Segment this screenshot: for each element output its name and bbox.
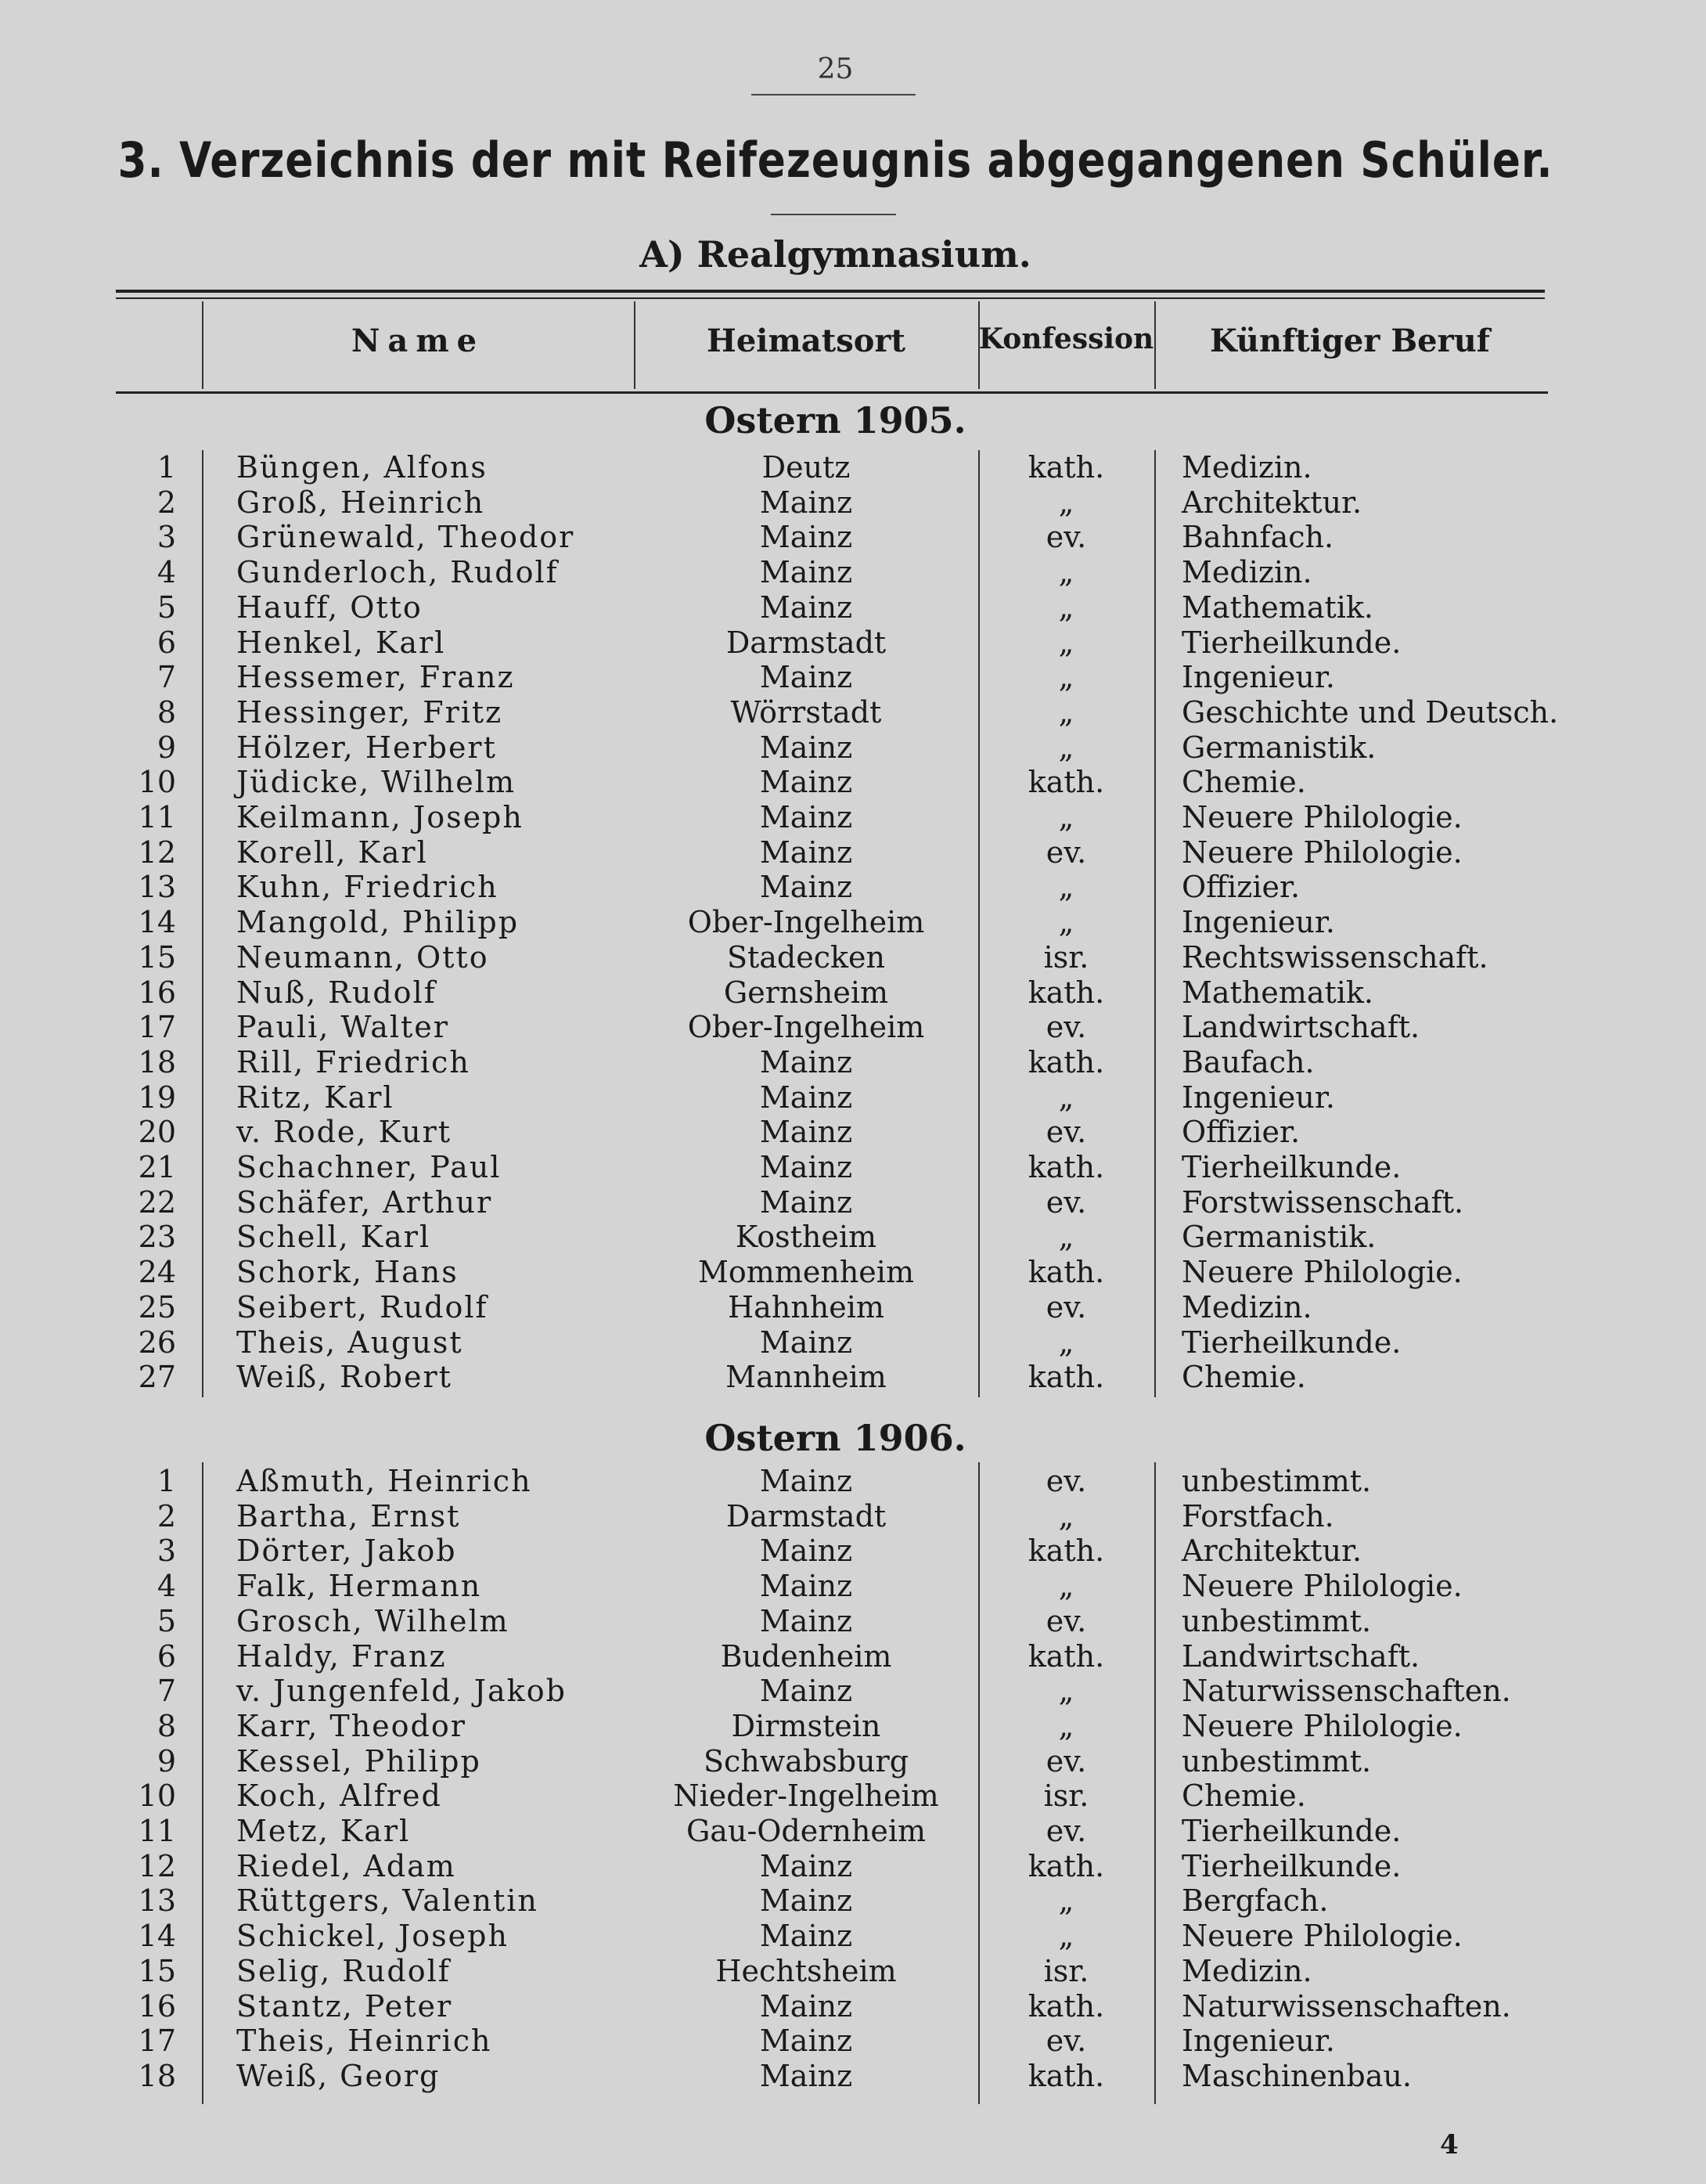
row-number: 2 — [157, 485, 176, 520]
table-row — [0, 450, 1706, 485]
hometown: Mainz — [759, 2058, 853, 2093]
header-name: Name — [351, 323, 485, 359]
confession: ev. — [1046, 1184, 1087, 1220]
future-profession: Neuere Philologie. — [1182, 800, 1463, 834]
future-profession: Forstwissenschaft. — [1182, 1184, 1464, 1220]
future-profession: Naturwissenschaften. — [1182, 1674, 1511, 1709]
table-row — [0, 1744, 1706, 1779]
student-name: Schork, Hans — [236, 1255, 459, 1290]
future-profession: Chemie. — [1182, 1360, 1306, 1395]
student-name: Korell, Karl — [236, 834, 428, 870]
confession: „ — [1058, 1708, 1074, 1743]
hometown: Gernsheim — [723, 975, 889, 1010]
confession: ev. — [1046, 834, 1087, 870]
row-number: 18 — [138, 2058, 176, 2093]
future-profession: Architektur. — [1182, 1533, 1362, 1569]
student-name: Hauff, Otto — [236, 589, 423, 625]
table-row — [0, 1360, 1706, 1395]
confession: „ — [1058, 589, 1074, 625]
row-number: 5 — [157, 589, 176, 625]
student-name: Pauli, Walter — [236, 1010, 449, 1045]
confession: „ — [1058, 1569, 1074, 1604]
student-name: Rill, Friedrich — [236, 1044, 470, 1079]
row-number: 19 — [138, 1079, 176, 1115]
future-profession: Ingenieur. — [1182, 1079, 1335, 1115]
future-profession: Medizin. — [1182, 1289, 1312, 1324]
hometown: Mainz — [759, 1184, 853, 1220]
table-row — [0, 1814, 1706, 1849]
future-profession: Ingenieur. — [1182, 2024, 1335, 2059]
row-number: 10 — [138, 1779, 176, 1814]
table-row — [0, 1325, 1706, 1360]
student-name: Metz, Karl — [236, 1814, 411, 1848]
table-row — [0, 1499, 1706, 1534]
confession: „ — [1058, 555, 1074, 590]
hometown: Mainz — [759, 1848, 853, 1883]
confession: ev. — [1046, 520, 1087, 555]
student-name: v. Jungenfeld, Jakob — [236, 1674, 567, 1709]
student-name: Neumann, Otto — [236, 939, 489, 975]
row-number: 6 — [157, 1638, 176, 1674]
student-name: Kessel, Philipp — [236, 1743, 481, 1779]
future-profession: Neuere Philologie. — [1182, 1569, 1463, 1604]
table-top-rule — [116, 290, 1545, 293]
row-number: 17 — [138, 2024, 176, 2059]
student-name: Weiß, Robert — [236, 1360, 452, 1395]
table-row — [0, 765, 1706, 800]
table-row — [0, 1639, 1706, 1674]
table-row — [0, 1954, 1706, 1989]
confession: kath. — [1028, 1638, 1105, 1674]
title-rule — [771, 214, 896, 215]
hometown: Mainz — [759, 1569, 853, 1604]
future-profession: Chemie. — [1182, 765, 1306, 800]
hometown: Dirmstein — [731, 1708, 881, 1743]
hometown: Mainz — [759, 1883, 853, 1919]
future-profession: Neuere Philologie. — [1182, 1708, 1463, 1743]
student-name: Mangold, Philipp — [236, 905, 520, 940]
table-row — [0, 1604, 1706, 1639]
confession: „ — [1058, 1674, 1074, 1709]
row-number: 9 — [157, 1743, 176, 1779]
hometown: Mainz — [759, 520, 853, 555]
table-row — [0, 1709, 1706, 1744]
future-profession: Medizin. — [1182, 555, 1312, 590]
confession: „ — [1058, 870, 1074, 905]
future-profession: Naturwissenschaften. — [1182, 1988, 1511, 2024]
table-row — [0, 590, 1706, 625]
hometown: Mainz — [759, 1603, 853, 1638]
confession: isr. — [1043, 939, 1089, 975]
confession: ev. — [1046, 1814, 1087, 1848]
table-row — [0, 800, 1706, 835]
student-name: Rüttgers, Valentin — [236, 1883, 538, 1919]
row-number: 1 — [157, 450, 176, 485]
row-number: 27 — [138, 1360, 176, 1395]
confession: „ — [1058, 660, 1074, 695]
student-name: Grosch, Wilhelm — [236, 1603, 509, 1638]
hometown: Mainz — [759, 1533, 853, 1569]
hometown: Mainz — [759, 1044, 853, 1079]
row-number: 14 — [138, 1919, 176, 1954]
row-number: 8 — [157, 694, 176, 730]
row-number: 18 — [138, 1044, 176, 1079]
future-profession: Tierheilkunde. — [1182, 1150, 1402, 1184]
confession: ev. — [1046, 1289, 1087, 1324]
future-profession: Baufach. — [1182, 1044, 1315, 1079]
section-heading: Ostern 1905. — [704, 399, 966, 441]
future-profession: Maschinenbau. — [1182, 2058, 1412, 2093]
row-number: 24 — [138, 1255, 176, 1290]
confession: kath. — [1028, 450, 1105, 485]
confession: „ — [1058, 485, 1074, 520]
confession: ev. — [1046, 1603, 1087, 1638]
student-name: Selig, Rudolf — [236, 1953, 451, 1988]
hometown: Mainz — [759, 765, 853, 800]
row-number: 10 — [138, 765, 176, 800]
table-row — [0, 1185, 1706, 1220]
row-number: 8 — [157, 1708, 176, 1743]
confession: kath. — [1028, 1255, 1105, 1290]
row-number: 11 — [138, 1814, 176, 1848]
hometown: Mainz — [759, 1464, 853, 1498]
future-profession: Germanistik. — [1182, 1220, 1377, 1255]
confession: kath. — [1028, 1848, 1105, 1883]
table-row — [0, 625, 1706, 661]
hometown: Kostheim — [735, 1220, 877, 1255]
row-number: 23 — [138, 1220, 176, 1255]
row-number: 6 — [157, 625, 176, 660]
hometown: Gau-Odernheim — [686, 1814, 927, 1848]
future-profession: unbestimmt. — [1182, 1743, 1372, 1779]
row-number: 12 — [138, 1848, 176, 1883]
row-number: 16 — [138, 975, 176, 1010]
student-name: Gunderloch, Rudolf — [236, 555, 559, 590]
student-name: Kuhn, Friedrich — [236, 870, 498, 905]
hometown: Mainz — [759, 2024, 853, 2059]
row-number: 1 — [157, 1464, 176, 1498]
student-name: Bartha, Ernst — [236, 1498, 461, 1533]
future-profession: Germanistik. — [1182, 730, 1377, 765]
table-row — [0, 1010, 1706, 1045]
student-name: Stantz, Peter — [236, 1988, 453, 2024]
row-number: 4 — [157, 555, 176, 590]
confession: ev. — [1046, 1115, 1087, 1150]
confession: kath. — [1028, 975, 1105, 1010]
hometown: Mainz — [759, 589, 853, 625]
future-profession: Tierheilkunde. — [1182, 1848, 1402, 1883]
table-row — [0, 870, 1706, 905]
student-name: Hessinger, Fritz — [236, 694, 503, 730]
row-number: 25 — [138, 1289, 176, 1324]
student-name: Dörter, Jakob — [236, 1533, 457, 1569]
hometown: Ober-Ingelheim — [687, 905, 925, 940]
confession: „ — [1058, 1919, 1074, 1954]
future-profession: Bahnfach. — [1182, 520, 1334, 555]
table-row — [0, 1989, 1706, 2024]
hometown: Schwabsburg — [703, 1743, 909, 1779]
table-row — [0, 1883, 1706, 1919]
hometown: Hechtsheim — [715, 1953, 897, 1988]
table-row — [0, 1779, 1706, 1814]
hometown: Ober-Ingelheim — [687, 1010, 925, 1045]
confession: „ — [1058, 905, 1074, 940]
student-name: Ritz, Karl — [236, 1079, 394, 1115]
table-row — [0, 1464, 1706, 1499]
hometown: Mannheim — [725, 1360, 887, 1395]
future-profession: Mathematik. — [1182, 589, 1374, 625]
future-profession: Neuere Philologie. — [1182, 1919, 1463, 1954]
student-name: Theis, August — [236, 1324, 463, 1360]
confession: isr. — [1043, 1953, 1089, 1988]
table-row — [0, 2059, 1706, 2094]
student-name: Jüdicke, Wilhelm — [236, 765, 516, 800]
hometown: Mainz — [759, 1324, 853, 1360]
future-profession: Neuere Philologie. — [1182, 834, 1463, 870]
hometown: Mainz — [759, 555, 853, 590]
row-number: 12 — [138, 834, 176, 870]
hometown: Mainz — [759, 1919, 853, 1954]
student-name: Hessemer, Franz — [236, 660, 515, 695]
hometown: Stadecken — [726, 939, 886, 975]
section-heading: Ostern 1906. — [704, 1417, 966, 1459]
row-number: 15 — [138, 1953, 176, 1988]
confession: ev. — [1046, 1010, 1087, 1045]
future-profession: Tierheilkunde. — [1182, 625, 1402, 660]
page-number: 25 — [817, 53, 854, 85]
student-name: Groß, Heinrich — [236, 485, 485, 520]
confession: „ — [1058, 1220, 1074, 1255]
student-name: Keilmann, Joseph — [236, 800, 524, 834]
student-name: Nuß, Rudolf — [236, 975, 437, 1010]
confession: „ — [1058, 625, 1074, 660]
table-header-rule — [116, 391, 1548, 394]
hometown: Hahnheim — [728, 1289, 884, 1324]
table-row — [0, 1150, 1706, 1185]
confession: isr. — [1043, 1779, 1089, 1814]
row-number: 4 — [157, 1569, 176, 1604]
student-name: Schäfer, Arthur — [236, 1184, 493, 1220]
row-number: 16 — [138, 1988, 176, 2024]
table-row — [0, 1919, 1706, 1954]
future-profession: Landwirtschaft. — [1182, 1010, 1420, 1045]
table-top-rule-thin — [116, 297, 1545, 299]
table-row — [0, 905, 1706, 940]
row-number: 14 — [138, 905, 176, 940]
table-row — [0, 940, 1706, 975]
row-number: 21 — [138, 1150, 176, 1184]
table-row — [0, 1290, 1706, 1325]
student-name: Falk, Hermann — [236, 1569, 482, 1604]
future-profession: Offizier. — [1182, 1115, 1301, 1150]
row-number: 9 — [157, 730, 176, 765]
confession: kath. — [1028, 1044, 1105, 1079]
table-row — [0, 1220, 1706, 1255]
hometown: Wörrstadt — [730, 694, 882, 730]
hometown: Darmstadt — [725, 625, 887, 660]
student-name: Riedel, Adam — [236, 1848, 456, 1883]
future-profession: unbestimmt. — [1182, 1464, 1372, 1498]
row-number: 3 — [157, 520, 176, 555]
hometown: Mommenheim — [698, 1255, 914, 1290]
hometown: Nieder-Ingelheim — [673, 1779, 939, 1814]
confession: kath. — [1028, 1533, 1105, 1569]
hometown: Mainz — [759, 660, 853, 695]
table-row — [0, 695, 1706, 730]
confession: kath. — [1028, 1360, 1105, 1395]
confession: „ — [1058, 1498, 1074, 1533]
table-row — [0, 1080, 1706, 1115]
student-name: Hölzer, Herbert — [236, 730, 497, 765]
future-profession: Medizin. — [1182, 1953, 1312, 1988]
row-number: 20 — [138, 1115, 176, 1150]
row-number: 7 — [157, 660, 176, 695]
header-beruf: Künftiger Beruf — [1210, 323, 1490, 359]
future-profession: Medizin. — [1182, 450, 1312, 485]
table-row — [0, 2024, 1706, 2059]
hometown: Budenheim — [720, 1638, 892, 1674]
table-row — [0, 1674, 1706, 1709]
signature-mark: 4 — [1440, 2129, 1459, 2161]
future-profession: Mathematik. — [1182, 975, 1374, 1010]
future-profession: Ingenieur. — [1182, 905, 1335, 940]
future-profession: Offizier. — [1182, 870, 1301, 905]
confession: „ — [1058, 1079, 1074, 1115]
confession: kath. — [1028, 2058, 1105, 2093]
hometown: Mainz — [759, 485, 853, 520]
table-row — [0, 730, 1706, 766]
table-row — [0, 835, 1706, 870]
row-number: 13 — [138, 870, 176, 905]
confession: „ — [1058, 800, 1074, 834]
future-profession: unbestimmt. — [1182, 1603, 1372, 1638]
hometown: Mainz — [759, 1115, 853, 1150]
future-profession: Rechtswissenschaft. — [1182, 939, 1488, 975]
hometown: Mainz — [759, 1674, 853, 1709]
table-row — [0, 485, 1706, 521]
student-name: Haldy, Franz — [236, 1638, 447, 1674]
table-row — [0, 1849, 1706, 1884]
row-number: 3 — [157, 1533, 176, 1569]
row-number: 13 — [138, 1883, 176, 1919]
future-profession: Forstfach. — [1182, 1498, 1334, 1533]
hometown: Mainz — [759, 870, 853, 905]
confession: ev. — [1046, 2024, 1087, 2059]
future-profession: Tierheilkunde. — [1182, 1814, 1402, 1848]
row-number: 22 — [138, 1184, 176, 1220]
table-row — [0, 1045, 1706, 1080]
student-name: Weiß, Georg — [236, 2058, 441, 2093]
student-name: Seibert, Rudolf — [236, 1289, 488, 1324]
table-row — [0, 975, 1706, 1011]
confession: kath. — [1028, 1988, 1105, 2024]
page-number-rule — [751, 94, 916, 96]
future-profession: Bergfach. — [1182, 1883, 1329, 1919]
student-name: Karr, Theodor — [236, 1708, 466, 1743]
future-profession: Architektur. — [1182, 485, 1362, 520]
confession: kath. — [1028, 765, 1105, 800]
hometown: Mainz — [759, 730, 853, 765]
hometown: Mainz — [759, 800, 853, 834]
row-number: 7 — [157, 1674, 176, 1709]
table-row — [0, 1115, 1706, 1150]
row-number: 15 — [138, 939, 176, 975]
table-row — [0, 1569, 1706, 1604]
confession: kath. — [1028, 1150, 1105, 1184]
subtitle: A) Realgymnasium. — [639, 233, 1031, 276]
confession: „ — [1058, 694, 1074, 730]
student-name: Grünewald, Theodor — [236, 520, 575, 555]
table-row — [0, 1255, 1706, 1290]
hometown: Mainz — [759, 1988, 853, 2024]
student-name: Henkel, Karl — [236, 625, 446, 660]
future-profession: Tierheilkunde. — [1182, 1324, 1402, 1360]
student-name: Aßmuth, Heinrich — [236, 1464, 532, 1498]
student-name: Büngen, Alfons — [236, 450, 488, 485]
confession: „ — [1058, 730, 1074, 765]
student-name: Schell, Karl — [236, 1220, 431, 1255]
future-profession: Chemie. — [1182, 1779, 1306, 1814]
hometown: Darmstadt — [725, 1498, 887, 1533]
hometown: Deutz — [761, 450, 851, 485]
row-number: 11 — [138, 800, 176, 834]
hometown: Mainz — [759, 834, 853, 870]
student-name: Schachner, Paul — [236, 1150, 502, 1184]
future-profession: Neuere Philologie. — [1182, 1255, 1463, 1290]
table-row — [0, 555, 1706, 590]
row-number: 17 — [138, 1010, 176, 1045]
hometown: Mainz — [759, 1079, 853, 1115]
student-name: Koch, Alfred — [236, 1779, 442, 1814]
page-title: 3. Verzeichnis der mit Reifezeugnis abgegangenen Schüler. — [117, 132, 1553, 189]
row-number: 2 — [157, 1498, 176, 1533]
table-row — [0, 520, 1706, 555]
student-name: Schickel, Joseph — [236, 1919, 509, 1954]
confession: „ — [1058, 1324, 1074, 1360]
student-name: Theis, Heinrich — [236, 2024, 492, 2059]
header-konfession: Konfession — [978, 323, 1154, 355]
confession: ev. — [1046, 1464, 1087, 1498]
table-row — [0, 1533, 1706, 1569]
table-row — [0, 660, 1706, 695]
future-profession: Geschichte und Deutsch. — [1182, 694, 1559, 730]
row-number: 5 — [157, 1603, 176, 1638]
confession: ev. — [1046, 1743, 1087, 1779]
future-profession: Landwirtschaft. — [1182, 1638, 1420, 1674]
header-heimatsort: Heimatsort — [707, 323, 905, 359]
hometown: Mainz — [759, 1150, 853, 1184]
confession: „ — [1058, 1883, 1074, 1919]
student-name: v. Rode, Kurt — [236, 1115, 452, 1150]
future-profession: Ingenieur. — [1182, 660, 1335, 695]
row-number: 26 — [138, 1324, 176, 1360]
